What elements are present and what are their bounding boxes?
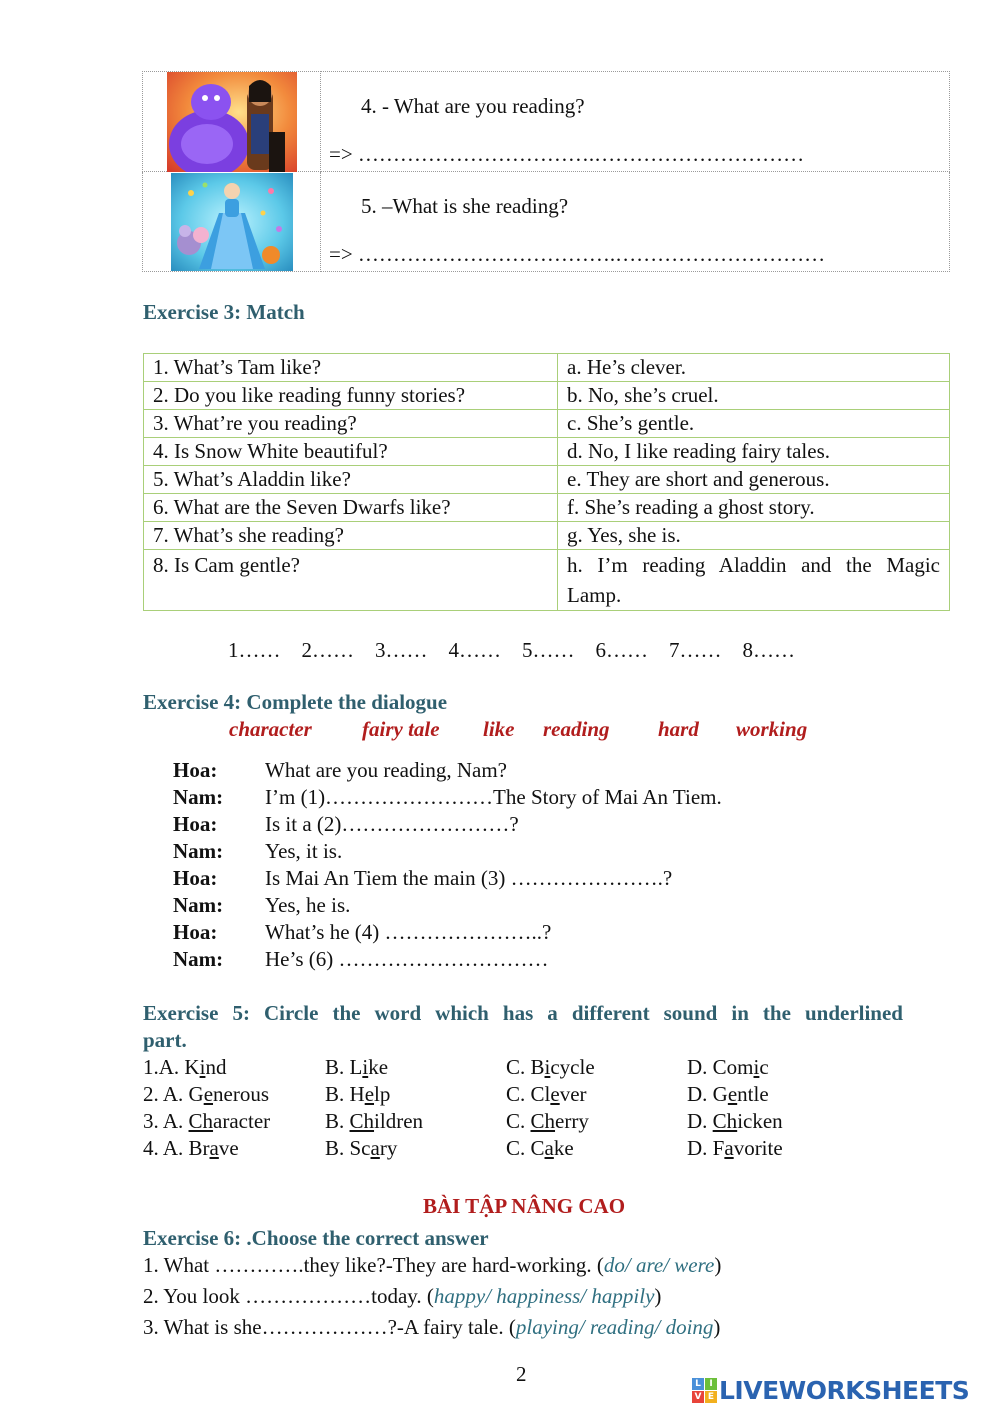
dialogue-line[interactable]: He’s (6) ………………………… <box>265 947 549 971</box>
underlined-part: a <box>724 1136 734 1160</box>
table-row <box>144 466 950 494</box>
table-row <box>144 410 950 438</box>
speaker: Nam: <box>173 785 224 809</box>
speaker: Hoa: <box>173 920 218 944</box>
word-text: B. Sc <box>325 1136 371 1160</box>
word-text: B. L <box>325 1055 363 1079</box>
match-answer: a. He’s clever. <box>558 354 950 382</box>
word-text: B. <box>325 1109 350 1133</box>
word-text: B. H <box>325 1082 365 1106</box>
word-option[interactable] <box>325 1136 397 1161</box>
underlined-part: i <box>753 1055 760 1079</box>
word-text: 2. A. G <box>143 1082 204 1106</box>
question-cell <box>321 72 950 172</box>
word-option[interactable] <box>325 1082 390 1107</box>
answer-slot[interactable]: 7…… <box>669 638 722 662</box>
word-bank-item: reading <box>543 717 610 741</box>
underlined-part: i <box>199 1055 206 1079</box>
underlined-part: e <box>550 1082 560 1106</box>
table-row <box>144 438 950 466</box>
page-number: 2 <box>516 1362 527 1386</box>
underlined-part: Ch <box>712 1109 738 1133</box>
word-text: aracter <box>213 1109 271 1133</box>
match-answer: c. She’s gentle. <box>558 410 950 438</box>
table-row <box>144 550 950 611</box>
picture-cell <box>143 72 321 172</box>
word-option[interactable] <box>506 1136 574 1161</box>
word-text: ke <box>368 1055 389 1079</box>
word-option[interactable] <box>687 1136 783 1161</box>
match-question: 2. Do you like reading funny stories? <box>144 382 558 410</box>
exercise6-title: Exercise 6: .Choose the correct answer <box>143 1226 489 1250</box>
word-option[interactable] <box>325 1055 388 1080</box>
question-text: 2. You look ………………today. ( <box>143 1284 434 1308</box>
word-text: D. F <box>687 1136 725 1160</box>
match-answer-slots <box>228 638 795 663</box>
exercise5-title: Exercise 5: Circle the word which has a different sound in the underlined <box>143 1001 903 1025</box>
word-text: C. <box>506 1109 531 1133</box>
underlined-part: e <box>727 1082 738 1106</box>
exercise3-title: Exercise 3: Match <box>143 300 305 324</box>
word-option[interactable] <box>325 1109 423 1134</box>
word-text: C. Cl <box>506 1082 551 1106</box>
match-question: 5. What’s Aladdin like? <box>144 466 558 494</box>
word-bank-item: hard <box>658 717 699 741</box>
liveworksheets-logo[interactable] <box>692 1376 969 1404</box>
question-item <box>143 1284 661 1309</box>
question-item <box>143 1315 720 1340</box>
word-text: ver <box>559 1082 587 1106</box>
logo-letter: L <box>692 1378 704 1390</box>
answer-options[interactable]: playing/ reading/ doing <box>515 1315 714 1339</box>
cinderella-picture <box>171 173 293 271</box>
table-row <box>143 72 950 172</box>
word-text: ke <box>553 1136 574 1160</box>
word-text: erry <box>555 1109 589 1133</box>
match-question: 3. What’re you reading? <box>144 410 558 438</box>
underlined-part: i <box>544 1055 551 1079</box>
word-text: cycle <box>550 1055 595 1079</box>
match-question: 6. What are the Seven Dwarfs like? <box>144 494 558 522</box>
word-text: vorite <box>733 1136 783 1160</box>
question-text: 3. What is she………………?-A fairy tale. ( <box>143 1315 516 1339</box>
question-item <box>143 1253 721 1278</box>
question-text: 5. –What is she reading? <box>361 194 569 218</box>
word-option[interactable] <box>143 1136 239 1161</box>
genie-aladdin-picture <box>167 72 297 172</box>
table-row <box>144 522 950 550</box>
word-text: 4. A. Br <box>143 1136 210 1160</box>
logo-letter: E <box>705 1391 717 1403</box>
table-row <box>143 172 950 272</box>
word-text: ry <box>379 1136 398 1160</box>
word-text: 3. A. <box>143 1109 189 1133</box>
word-bank-item: character <box>229 717 312 741</box>
speaker: Hoa: <box>173 758 218 782</box>
word-bank-item: like <box>483 717 515 741</box>
word-text: lp <box>374 1082 391 1106</box>
dialogue-line[interactable]: Is Mai An Tiem the main (3) ………………….? <box>265 866 673 890</box>
match-question: 1. What’s Tam like? <box>144 354 558 382</box>
answer-slot[interactable]: 5…… <box>522 638 575 662</box>
word-text: C. C <box>506 1136 545 1160</box>
underlined-part: e <box>364 1082 375 1106</box>
logo-mark-icon <box>692 1378 717 1403</box>
dialogue-line: Yes, it is. <box>265 839 343 863</box>
answer-slot[interactable]: 6…… <box>595 638 648 662</box>
word-option[interactable] <box>506 1082 587 1107</box>
dialogue-line[interactable]: Is it a (2)……………………? <box>265 812 519 836</box>
word-text: D. G <box>687 1082 728 1106</box>
speaker: Nam: <box>173 839 224 863</box>
word-option[interactable] <box>687 1109 783 1134</box>
match-answer: d. No, I like reading fairy tales. <box>558 438 950 466</box>
word-text: C. B <box>506 1055 545 1079</box>
underlined-part: a <box>544 1136 554 1160</box>
table-row <box>144 382 950 410</box>
word-option[interactable] <box>143 1109 270 1134</box>
word-text: nd <box>205 1055 227 1079</box>
exercise4-title: Exercise 4: Complete the dialogue <box>143 690 448 714</box>
table-row <box>144 494 950 522</box>
word-text: nerous <box>213 1082 270 1106</box>
underlined-part: Ch <box>349 1109 375 1133</box>
answer-line[interactable]: => …………………………….………………………… <box>329 142 805 166</box>
exercise5-title-cont: part. <box>143 1028 187 1052</box>
table-row <box>144 354 950 382</box>
speaker: Nam: <box>173 947 224 971</box>
answer-slot[interactable]: 2…… <box>301 638 354 662</box>
match-question: 8. Is Cam gentle? <box>144 550 558 611</box>
answer-slot[interactable]: 8…… <box>742 638 795 662</box>
answer-options[interactable]: do/ are/ were <box>603 1253 715 1277</box>
underlined-part: i <box>362 1055 369 1079</box>
logo-letter: V <box>692 1391 704 1403</box>
question-cell <box>321 172 950 272</box>
dialogue-line: What are you reading, Nam? <box>265 758 507 782</box>
brand-name: LIVEWORKSHEETS <box>719 1375 970 1405</box>
speaker: Hoa: <box>173 866 218 890</box>
match-question: 7. What’s she reading? <box>144 522 558 550</box>
underlined-part: Ch <box>530 1109 556 1133</box>
underlined-part: e <box>203 1082 214 1106</box>
underlined-part: a <box>209 1136 219 1160</box>
word-option[interactable] <box>687 1055 769 1080</box>
word-option[interactable] <box>506 1055 595 1080</box>
word-text: D. Com <box>687 1055 754 1079</box>
question-close: ) <box>654 1284 662 1308</box>
question-text: 4. - What are you reading? <box>361 94 585 118</box>
match-answer: b. No, she’s cruel. <box>558 382 950 410</box>
match-answer: g. Yes, she is. <box>558 522 950 550</box>
speaker: Hoa: <box>173 812 218 836</box>
answer-slot[interactable]: 4…… <box>448 638 501 662</box>
answer-slot[interactable]: 3…… <box>375 638 428 662</box>
word-text: ve <box>218 1136 239 1160</box>
answer-line[interactable]: => ……………………………….………………………… <box>329 242 826 266</box>
match-table <box>143 353 950 611</box>
answer-options[interactable]: happy/ happiness/ happily <box>433 1284 655 1308</box>
word-bank-item: working <box>736 717 808 741</box>
word-text: D. <box>687 1109 713 1133</box>
word-text: ntle <box>737 1082 769 1106</box>
word-option[interactable] <box>506 1109 589 1134</box>
question-text: 1. What ………….they like?-They are hard-working. ( <box>143 1253 604 1277</box>
dialogue-line[interactable]: What’s he (4) …………………..? <box>265 920 552 944</box>
match-answer: h. I’m reading Aladdin and the Magic Lamp. <box>558 550 950 611</box>
word-text: 1.A. K <box>143 1055 200 1079</box>
word-bank-item: fairy tale <box>362 717 440 741</box>
dialogue-line[interactable]: I’m (1)……………………The Story of Mai An Tiem. <box>265 785 722 809</box>
speaker: Nam: <box>173 893 224 917</box>
picture-cell <box>143 172 321 272</box>
word-option[interactable] <box>687 1082 769 1107</box>
answer-slot[interactable]: 1…… <box>228 638 281 662</box>
match-answer: f. She’s reading a ghost story. <box>558 494 950 522</box>
word-text: icken <box>737 1109 783 1133</box>
underlined-part: a <box>370 1136 380 1160</box>
match-question: 4. Is Snow White beautiful? <box>144 438 558 466</box>
match-answer: e. They are short and generous. <box>558 466 950 494</box>
word-option[interactable] <box>143 1082 269 1107</box>
question-close: ) <box>714 1253 722 1277</box>
underlined-part: Ch <box>188 1109 214 1133</box>
dialogue-line: Yes, he is. <box>265 893 351 917</box>
word-text: ildren <box>374 1109 424 1133</box>
reading-question-table <box>142 71 950 272</box>
word-option[interactable] <box>143 1055 226 1080</box>
advanced-heading: BÀI TẬP NÂNG CAO <box>422 1194 626 1218</box>
logo-letter: I <box>705 1378 717 1390</box>
word-text: c <box>759 1055 769 1079</box>
question-close: ) <box>713 1315 721 1339</box>
